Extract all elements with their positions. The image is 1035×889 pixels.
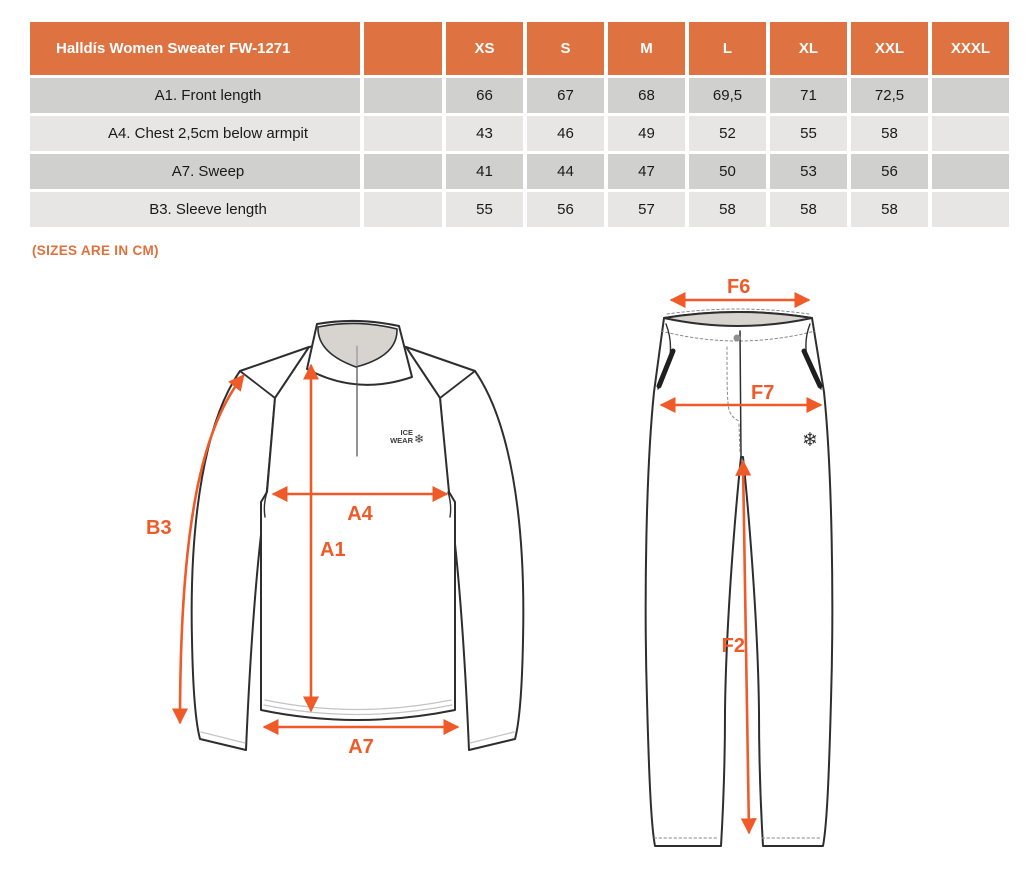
cell-value: 52 <box>689 116 766 151</box>
size-col-l: L <box>689 22 766 75</box>
cell-value: 46 <box>527 116 604 151</box>
sizes-unit-note: (SIZES ARE IN CM) <box>32 243 159 258</box>
cell-value: 44 <box>527 154 604 189</box>
spacer-cell <box>364 116 442 151</box>
table-row-sleeve-length <box>30 192 1009 227</box>
measurement-diagrams <box>0 270 1035 889</box>
logo-snowflake-icon: ❄ <box>414 432 425 446</box>
cell-value: 56 <box>851 154 928 189</box>
cell-value: 66 <box>446 78 523 113</box>
cell-value: 58 <box>770 192 847 227</box>
cell-value: 41 <box>446 154 523 189</box>
b3-label: B3 <box>146 517 172 539</box>
row-label: A7. Sweep <box>30 154 360 189</box>
f2-label: F2 <box>721 635 745 657</box>
sweater-body <box>261 342 455 720</box>
cell-value: 57 <box>608 192 685 227</box>
table-row-front-length <box>30 78 1009 113</box>
size-col-xxxl: XXXL <box>932 22 1009 75</box>
cell-value: 58 <box>851 116 928 151</box>
cell-value <box>932 154 1009 189</box>
cell-value: 55 <box>446 192 523 227</box>
size-col-xxl: XXL <box>851 22 928 75</box>
cell-value: 69,5 <box>689 78 766 113</box>
header-spacer-cell <box>364 22 442 75</box>
f6-label: F6 <box>727 276 751 298</box>
table-row-sweep <box>30 154 1009 189</box>
pants-body <box>646 312 833 846</box>
table-row-chest <box>30 116 1009 151</box>
logo-text-line1: ICE <box>400 428 413 437</box>
cell-value: 43 <box>446 116 523 151</box>
product-title-cell: Halldís Women Sweater FW-1271 <box>30 22 360 75</box>
pants-diagram <box>646 309 833 846</box>
size-chart-table <box>26 19 1013 230</box>
spacer-cell <box>364 192 442 227</box>
f7-label: F7 <box>751 382 775 404</box>
a7-label: A7 <box>348 736 374 758</box>
cell-value: 53 <box>770 154 847 189</box>
waist-button <box>734 335 741 342</box>
pants-snowflake-icon: ❄ <box>802 430 818 451</box>
cell-value: 49 <box>608 116 685 151</box>
row-label: B3. Sleeve length <box>30 192 360 227</box>
cell-value: 58 <box>851 192 928 227</box>
spacer-cell <box>364 154 442 189</box>
spacer-cell <box>364 78 442 113</box>
cell-value: 68 <box>608 78 685 113</box>
logo-text-line2: WEAR <box>390 436 413 445</box>
fly-center-line <box>740 331 741 456</box>
size-col-xl: XL <box>770 22 847 75</box>
size-chart <box>26 19 1013 230</box>
cell-value: 47 <box>608 154 685 189</box>
cell-value: 55 <box>770 116 847 151</box>
a4-label: A4 <box>347 503 373 525</box>
header-row <box>30 22 1009 75</box>
sweater-diagram <box>192 321 524 750</box>
cell-value: 50 <box>689 154 766 189</box>
cell-value: 58 <box>689 192 766 227</box>
cell-value: 72,5 <box>851 78 928 113</box>
cell-value: 56 <box>527 192 604 227</box>
size-col-m: M <box>608 22 685 75</box>
size-col-s: S <box>527 22 604 75</box>
cell-value: 67 <box>527 78 604 113</box>
a1-label: A1 <box>320 539 346 561</box>
cell-value: 71 <box>770 78 847 113</box>
cell-value <box>932 192 1009 227</box>
cell-value <box>932 78 1009 113</box>
row-label: A4. Chest 2,5cm below armpit <box>30 116 360 151</box>
row-label: A1. Front length <box>30 78 360 113</box>
cell-value <box>932 116 1009 151</box>
size-col-xs: XS <box>446 22 523 75</box>
